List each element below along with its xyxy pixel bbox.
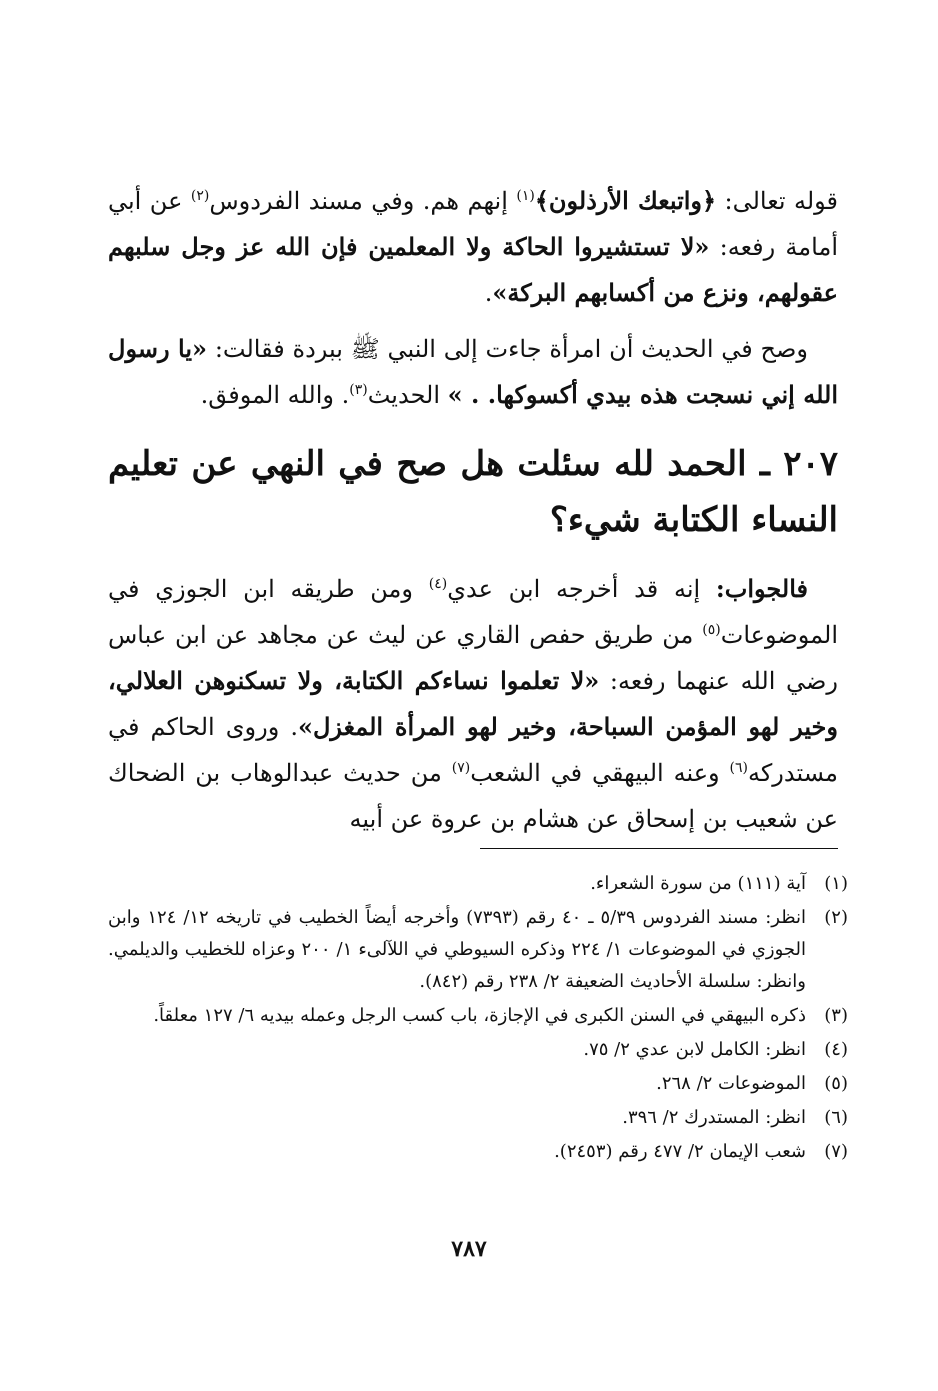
footnote-item: [108, 1034, 848, 1066]
text-run: قوله تعالى:: [716, 187, 839, 215]
footnote-number: (٧): [824, 1141, 848, 1162]
text-run: من طريق حفص القاري عن ليث عن مجاهد عن ابن عباس رضي الله عنهما رفعه:: [108, 621, 839, 695]
footnote-ref-7[interactable]: (٧): [451, 760, 471, 776]
footnote-item: [108, 1136, 848, 1168]
footnote-item: [108, 1000, 848, 1032]
page-number: ٧٨٧: [451, 1236, 487, 1262]
text-run: . والله الموفق.: [200, 381, 350, 409]
footnote-number: (٣): [824, 1005, 848, 1026]
footnote-ref-2[interactable]: (٢): [190, 188, 210, 204]
text-run: الحديث: [367, 381, 448, 409]
footnote-ref-5[interactable]: (٥): [702, 622, 721, 638]
footnote-number: (٢): [824, 907, 848, 928]
hadith-quote: «لا تعلموا نساءكم الكتابة، ولا تسكنوهن العلالي، وخير لهو المؤمن السباحة، وخير لهو المرأة المغزل»: [108, 666, 838, 741]
footnote-item: [108, 902, 848, 998]
paragraph-answer: [108, 566, 838, 842]
text-run: من حديث عبدالوهاب بن الضحاك عن شعيب بن إسحاق عن هشام بن عروة عن أبيه: [108, 759, 838, 833]
question-heading: ٢٠٧ ـ الحمد لله سئلت هل صح في النهي عن تعليم النساء الكتابة شيء؟: [108, 444, 838, 540]
footnote-text: انظر: مسند الفردوس ٥/٣٩ ـ ٤٠ رقم (٧٣٩٣) وأخرجه أيضاً الخطيب في تاريخه ١٢/ ١٢٤ وابن الجوزي في الموضوعات ١/ ٢٢٤ وذكره السيوطي في اللآلىء ١/ ٢٠٠ وعزاه للخطيب والديلمي. وانظر: سلسلة الأحاديث الضعيفة ٢/ ٢٣٨ رقم (٨٤٢).: [108, 907, 806, 992]
footnote-item: [108, 1102, 848, 1134]
text-run: إنهم هم. وفي مسند الفردوس: [209, 187, 517, 215]
footnote-ref-4[interactable]: (٤): [428, 576, 448, 592]
text-run: إنه قد أخرجه ابن عدي: [447, 575, 716, 603]
text-run: وصح في الحديث أن امرأة جاءت إلى النبي ﷺ ببردة فقالت:: [207, 335, 808, 363]
text-run: .: [484, 279, 493, 307]
hadith-quote: «لا تستشيروا الحاكة ولا المعلمين فإن الله عز وجل سلبهم عقولهم، ونزع من أكسابهم البركة»: [108, 232, 838, 307]
footnote-text: آية (١١١) من سورة الشعراء.: [590, 873, 806, 894]
footnote-ref-3[interactable]: (٣): [349, 382, 368, 398]
footnote-text: انظر: المستدرك ٢/ ٣٩٦.: [622, 1107, 806, 1128]
footnote-text: انظر: الكامل لابن عدي ٢/ ٧٥.: [583, 1039, 806, 1060]
hadith-quote: «يا رسول الله إني نسجت هذه بيدي أكسوكها. . »: [108, 334, 838, 409]
paragraph-hadith: [108, 326, 838, 418]
footnote-divider: [480, 848, 838, 849]
text-run: ومن طريقه ابن الجوزي في الموضوعات: [108, 575, 838, 649]
footnote-number: (٦): [824, 1107, 848, 1128]
footnote-number: (١): [824, 873, 848, 894]
paragraph-verse-commentary: [108, 178, 838, 316]
text-run: وعنه البيهقي في الشعب: [470, 759, 730, 787]
answer-label: فالجواب:: [715, 574, 809, 603]
footnote-number: (٥): [824, 1073, 848, 1094]
footnote-ref-6[interactable]: (٦): [729, 760, 748, 776]
footnote-item: [108, 1068, 848, 1100]
footnote-item: [108, 868, 848, 900]
footnote-text: شعب الإيمان ٢/ ٤٧٧ رقم (٢٤٥٣).: [554, 1141, 806, 1162]
text-run: . وروى الحاكم في مستدركه: [108, 713, 838, 787]
text-run: عن أبي أمامة رفعه:: [108, 187, 838, 261]
quran-verse: ﴿واتبعك الأرذلون﴾: [534, 186, 717, 215]
footnote-ref-1[interactable]: (١): [516, 188, 535, 204]
footnotes-list: [108, 868, 848, 1170]
footnote-text: الموضوعات ٢/ ٢٦٨.: [656, 1073, 806, 1094]
footnote-text: ذكره البيهقي في السنن الكبرى في الإجازة، باب كسب الرجل وعمله بيديه ٦/ ١٢٧ معلقاً.: [153, 1005, 806, 1026]
footnote-number: (٤): [824, 1039, 848, 1060]
